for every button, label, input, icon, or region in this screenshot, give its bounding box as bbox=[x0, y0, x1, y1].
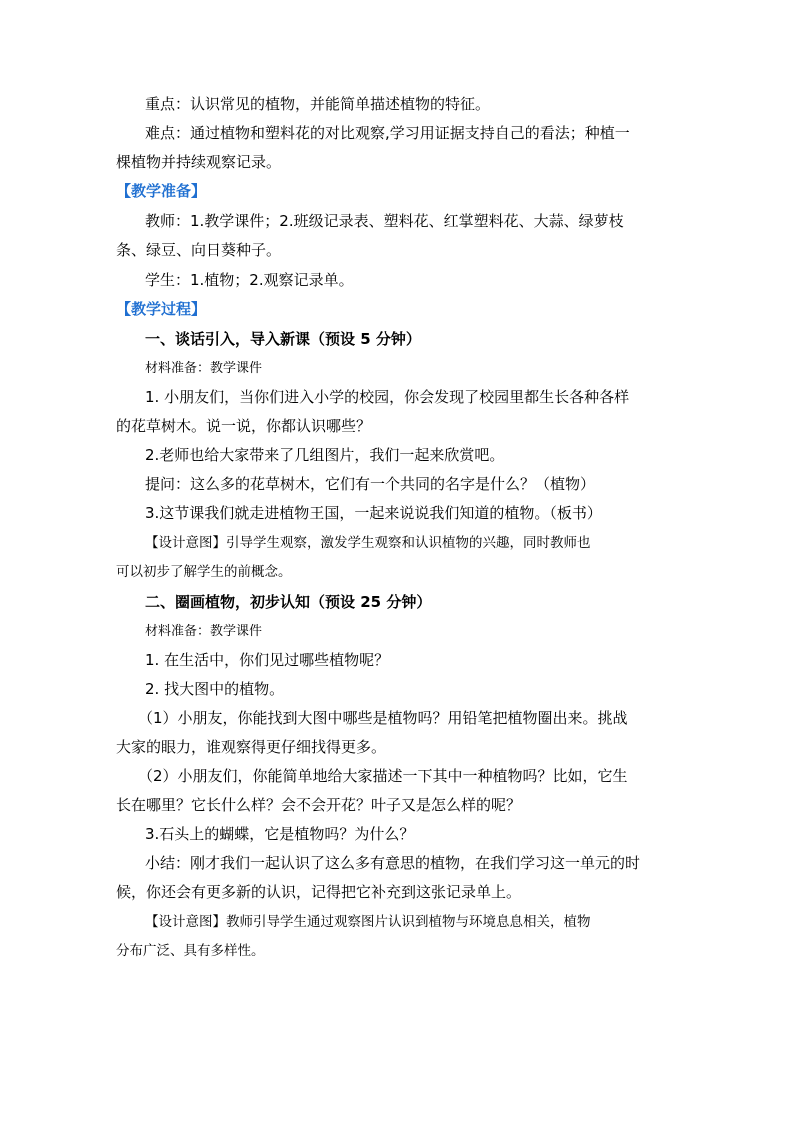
teacher-materials: 教师：1.教学课件；2.班级记录表、塑料花、红掌塑料花、大蒜、绿萝枝 bbox=[145, 212, 624, 230]
part-two-materials: 材料准备：教学课件 bbox=[145, 624, 263, 639]
part-one-step-3: 3.这节课我们就走进植物王国，一起来说说我们知道的植物。（板书） bbox=[145, 504, 602, 522]
part-two-sub-1: （1）小朋友，你能找到大图中哪些是植物吗？用铅笔把植物圈出来。挑战 bbox=[138, 709, 628, 727]
section-heading-process: 【教学过程】 bbox=[116, 300, 207, 318]
part-two-step-1: 1. 在生活中，你们见过哪些植物呢？ bbox=[145, 651, 390, 669]
key-point: 重点：认识常见的植物，并能简单描述植物的特征。 bbox=[145, 95, 491, 113]
part-one-heading: 一、谈话引入，导入新课（预设 5 分钟） bbox=[145, 330, 421, 348]
difficult-point: 难点：通过植物和塑料花的对比观察,学习用证据支持自己的看法；种植一 bbox=[145, 124, 630, 142]
part-two-step-3: 3.石头上的蝴蝶，它是植物吗？为什么？ bbox=[145, 825, 415, 843]
part-one-step-2: 2.老师也给大家带来了几组图片，我们一起来欣赏吧。 bbox=[145, 446, 505, 464]
design-intent-1-cont: 可以初步了解学生的前概念。 bbox=[116, 564, 292, 580]
part-one-step-1: 1. 小朋友们，当你们进入小学的校园，你会发现了校园里都生长各种各样 bbox=[145, 388, 630, 406]
document-page bbox=[116, 94, 676, 962]
part-two-sub-1-cont: 大家的眼力，谁观察得更仔细找得更多。 bbox=[116, 738, 387, 756]
summary-cont: 候，你还会有更多新的认识，记得把它补充到这张记录单上。 bbox=[116, 883, 522, 901]
teacher-materials-cont: 条、绿豆、向日葵种子。 bbox=[116, 241, 282, 259]
design-intent-1: 【设计意图】引导学生观察，激发学生观察和认识植物的兴趣，同时教师也 bbox=[145, 535, 591, 551]
student-materials: 学生：1.植物；2.观察记录单。 bbox=[145, 271, 354, 289]
summary: 小结：刚才我们一起认识了这么多有意思的植物，在我们学习这一单元的时 bbox=[145, 854, 641, 872]
design-intent-2: 【设计意图】教师引导学生通过观察图片认识到植物与环境息息相关，植物 bbox=[145, 914, 591, 930]
part-two-heading: 二、圈画植物，初步认知（预设 25 分钟） bbox=[145, 593, 432, 611]
part-one-materials: 材料准备：教学课件 bbox=[145, 361, 263, 376]
part-one-question: 提问：这么多的花草树木，它们有一个共同的名字是什么？（植物） bbox=[145, 475, 596, 493]
part-two-sub-2: （2）小朋友们，你能简单地给大家描述一下其中一种植物吗？比如，它生 bbox=[138, 767, 628, 785]
part-two-sub-2-cont: 长在哪里？它长什么样？会不会开花？叶子又是怎么样的呢？ bbox=[116, 796, 522, 814]
part-two-step-2: 2. 找大图中的植物。 bbox=[145, 680, 285, 698]
difficult-point-cont: 棵植物并持续观察记录。 bbox=[116, 153, 282, 171]
design-intent-2-cont: 分布广泛、具有多样性。 bbox=[116, 943, 265, 959]
section-heading-preparation: 【教学准备】 bbox=[116, 182, 207, 200]
part-one-step-1-cont: 的花草树木。说一说，你都认识哪些？ bbox=[116, 417, 372, 435]
